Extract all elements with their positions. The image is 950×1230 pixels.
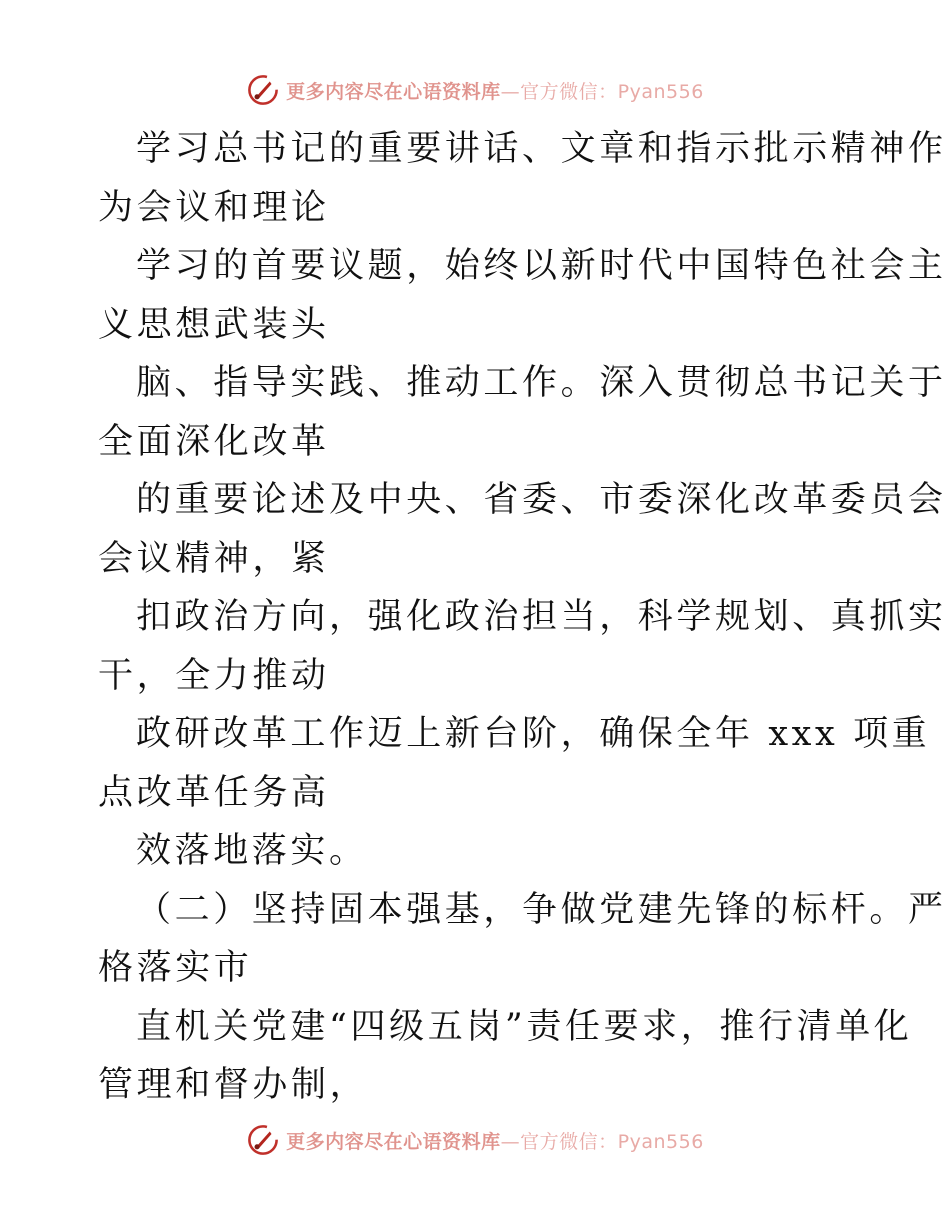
body-line: 的重要论述及中央、省委、市委深化改革委员会	[136, 480, 947, 520]
footer-watermark	[0, 1120, 950, 1160]
header-watermark	[0, 70, 950, 110]
body-line: 管理和督办制，	[98, 1065, 369, 1105]
brand-logo-icon	[246, 1123, 280, 1157]
watermark-contact: 官方微信：Pyan556	[520, 1130, 704, 1153]
body-line: 全面深化改革	[98, 421, 330, 462]
body-line: 效落地落实。	[136, 831, 368, 871]
body-line: 脑、指导实践、推动工作。深入贯彻总书记关于	[136, 363, 947, 403]
body-line: 格落实市	[98, 948, 253, 988]
body-line: 扣政治方向，强化政治担当，科学规划、真抓实	[136, 597, 947, 637]
body-line: 干，全力推动	[98, 655, 330, 696]
body-line: 为会议和理论	[98, 187, 330, 228]
watermark-dash: —	[500, 80, 521, 103]
watermark-main: 更多内容尽在心语资料库	[286, 80, 501, 103]
body-line: 会议精神，紧	[98, 538, 330, 579]
body-line: 学习的首要议题，始终以新时代中国特色社会主	[136, 246, 947, 286]
watermark-dash: —	[500, 1130, 521, 1153]
watermark-main: 更多内容尽在心语资料库	[286, 1130, 501, 1153]
body-line: 直机关党建“四级五岗”责任要求，推行清单化	[136, 1006, 913, 1047]
brand-logo-icon	[246, 73, 280, 107]
watermark-contact: 官方微信：Pyan556	[520, 80, 704, 103]
watermark-text	[286, 77, 704, 104]
body-line: （二）坚持固本强基，争做党建先锋的标杆。严	[136, 889, 947, 930]
body-line: 点改革任务高	[98, 772, 330, 813]
watermark-text	[286, 1127, 704, 1154]
body-line: 义思想武装头	[98, 304, 330, 345]
document-body	[98, 120, 947, 1115]
body-line: 学习总书记的重要讲话、文章和指示批示精神作	[136, 129, 947, 169]
body-line: 政研改革工作迈上新台阶，确保全年 xxx 项重	[136, 714, 931, 754]
